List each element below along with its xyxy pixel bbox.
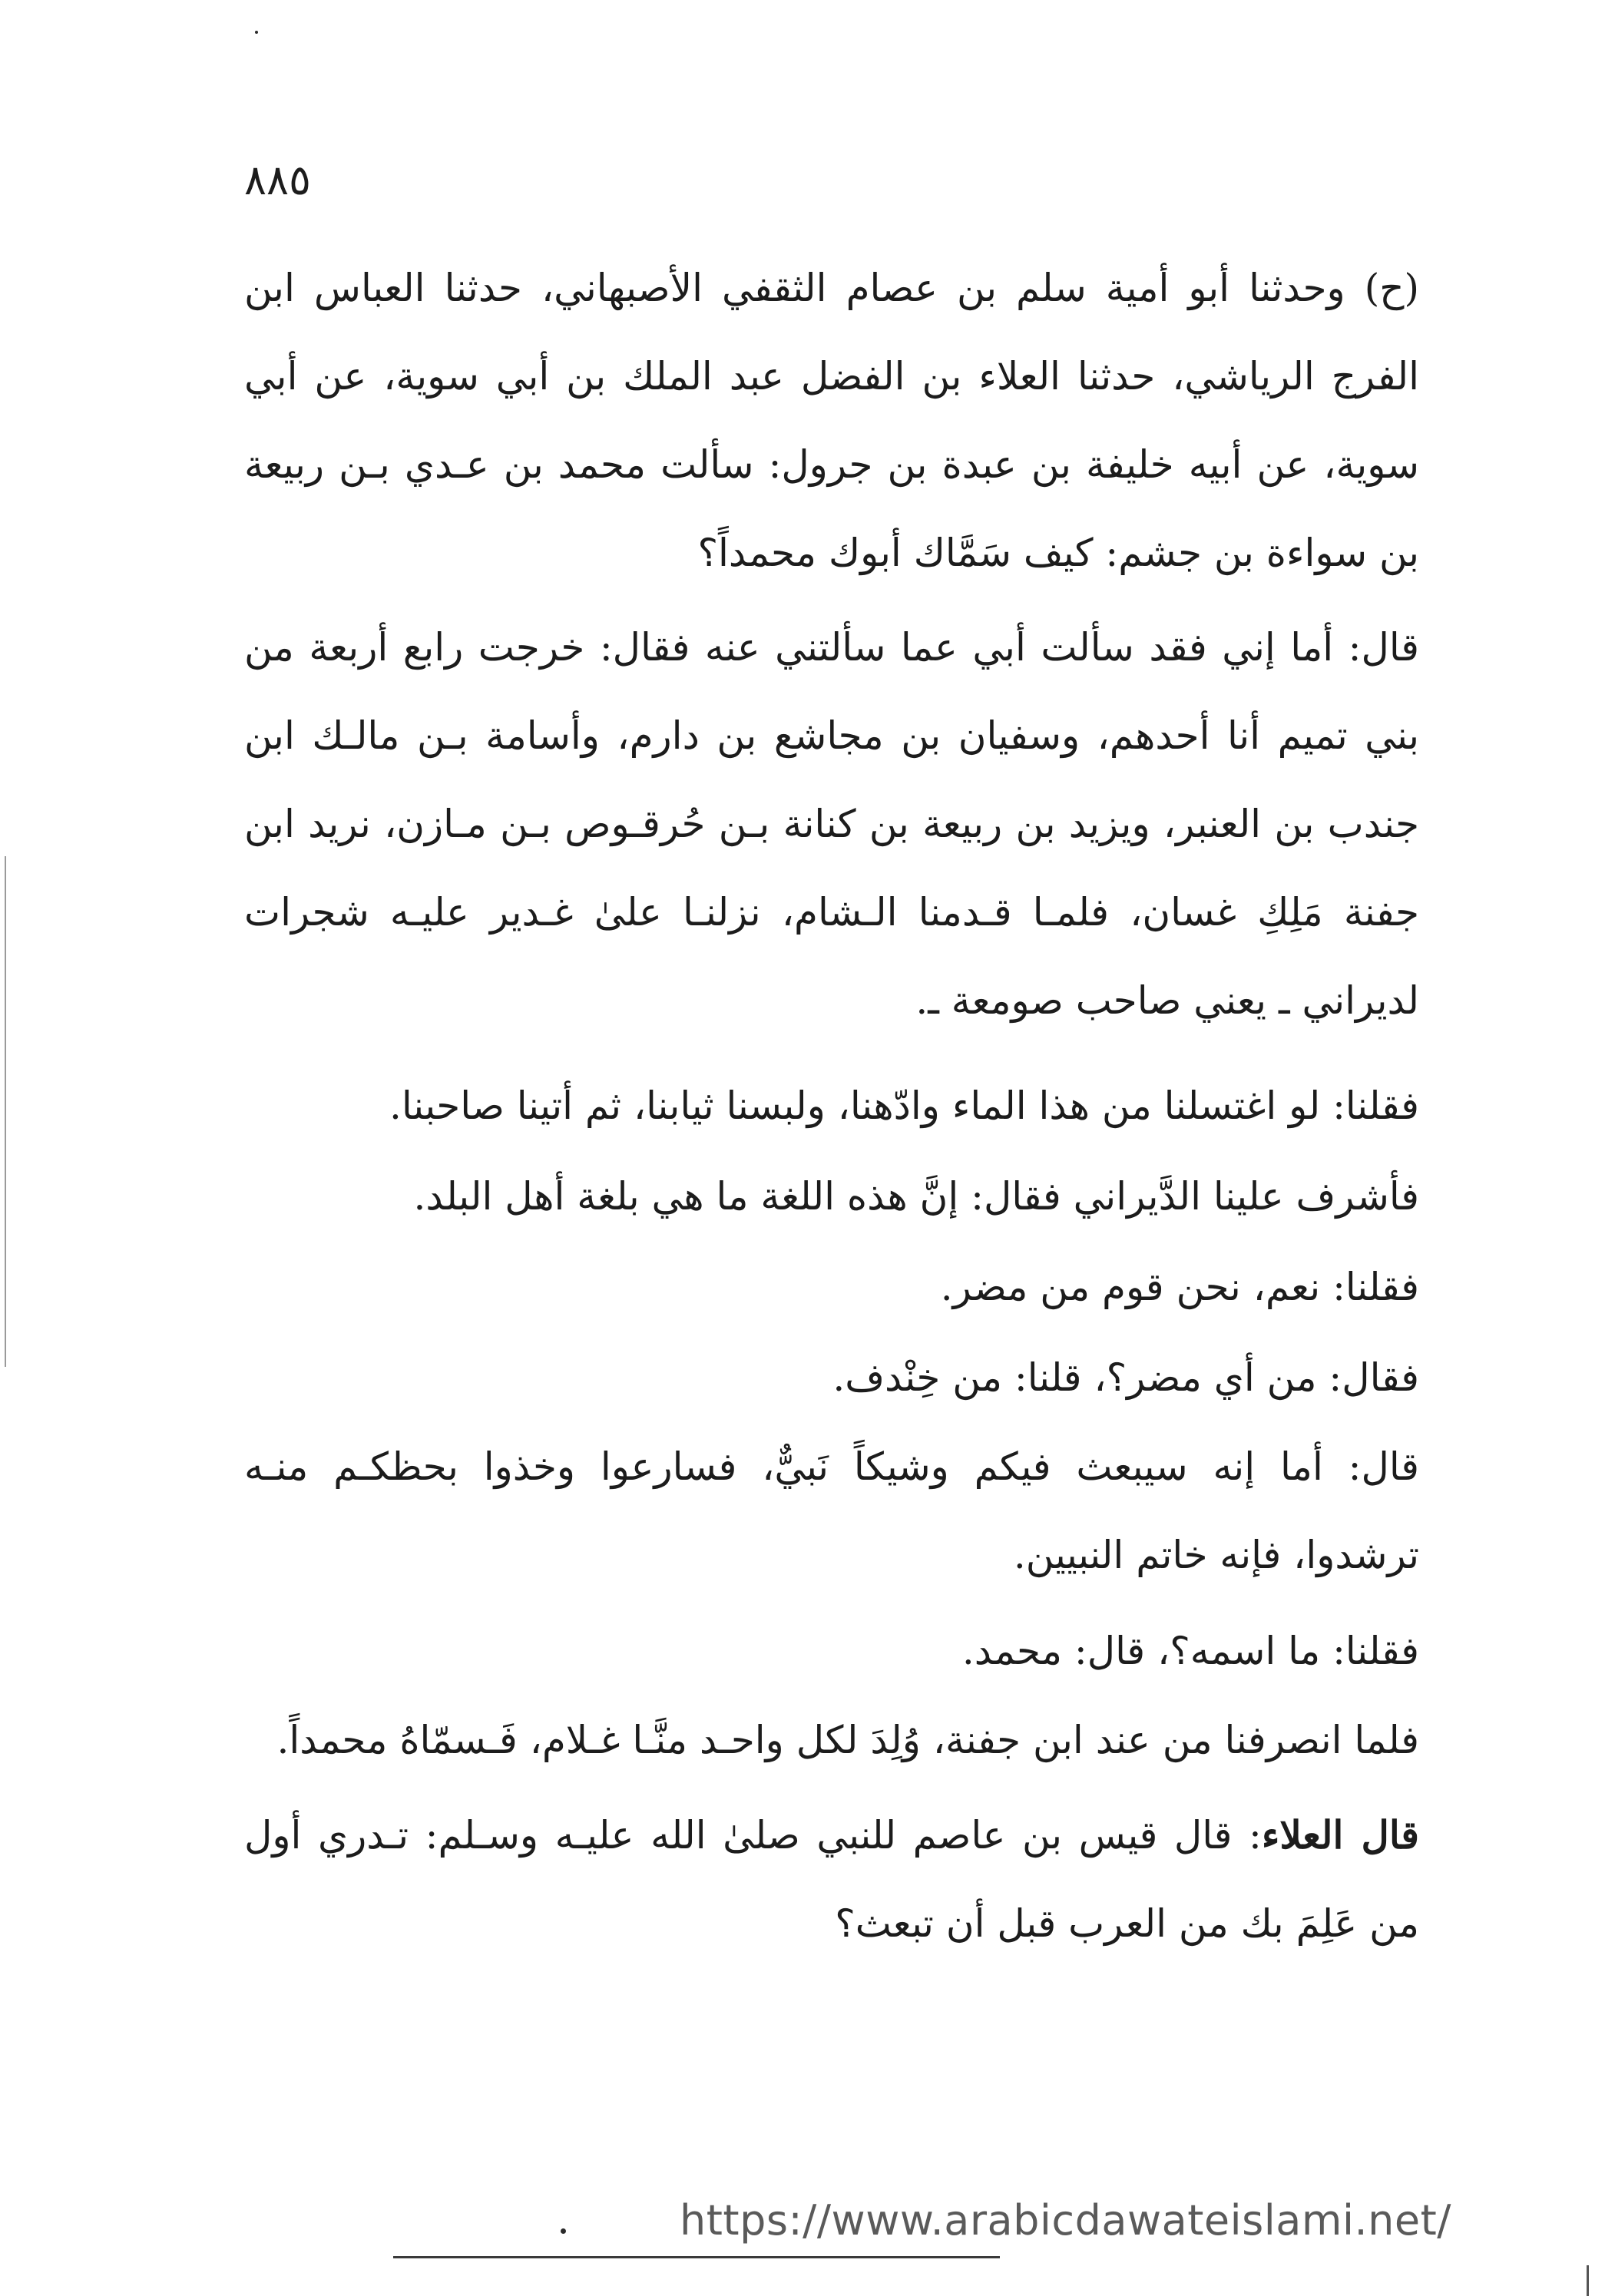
paragraph-prophecy: قال: أما إنه سيبعث فيكم وشيكاً نَبيٌّ، فسارعوا وخذوا بحظكـم منـه ترشدوا، فإنه خاتم النبيين. [244,1444,1419,1577]
paragraph-isnad: (ح) وحدثنا أبو أمية سلم بن عصام الثقفي الأصبهاني، حدثنا العباس ابن الفرج الرياشي، حدثنا العلاء بن الفضل عبد الملك بن أبي سوية، عن أبي سوية، عن أبيه خليفة بن عبدة بن جرول: سألت محمد بن عـدي بـن ربيعة بن سواءة بن جشم: كيف سَمَّاك أبوك محمداً؟ [244,266,1419,575]
paragraph-sons-named: فلما انصرفنا من عند ابن جفنة، وُلِدَ لكل واحـد منَّـا غـلام، فَـسمّاهُ محمداً. [276,1718,1419,1762]
paragraph-mudar: فقلنا: نعم، نحن قوم من مضر. [940,1265,1419,1309]
scan-speck [255,31,258,34]
scan-edge-mark [1587,2265,1589,2296]
paragraph-bathing: فقلنا: لو اغتسلنا من هذا الماء وادّهنا، ولبسنا ثيابنا، ثم أتينا صاحبنا. [389,1083,1419,1128]
paragraph-monk-remark: فأشرف علينا الدَّيراني فقال: إنَّ هذه اللغة ما هي بلغة أهل البلد. [413,1174,1419,1219]
paragraph-qays-text: : قال قيس بن عاصم للنبي صلىٰ الله عليـه وسـلم: تـدري أول من عَلِمَ بك من العرب قبل أن تبعث؟ [244,1813,1419,1946]
paragraph-qays [244,1791,1419,1968]
page-number: ٨٨٥ [244,156,312,204]
watermark-url: https://www.arabicdawateislami.net/ [680,2196,1451,2245]
paragraph-khindif: فقال: من أي مضر؟، قلنا: من خِنْدف. [832,1355,1419,1400]
paragraph-name: فقلنا: ما اسمه؟، قال: محمد. [961,1629,1419,1673]
document-body [244,244,1419,1968]
scan-edge-line [5,856,6,1367]
footnote-rule [393,2256,1000,2258]
footnote-dot [561,2228,566,2234]
speaker-label: قال العلاء [1261,1812,1419,1858]
paragraph-journey: قال: أما إني فقد سألت أبي عما سألتني عنه فقال: خرجت رابع أربعة من بني تميم أنا أحدهم، وسفيان بن مجاشع بن دارم، وأسامة بـن مالـك ابن جندب بن العنبر، ويزيد بن ربيعة بن كنانة بـن حُرقـوص بـن مـازن، نريد ابن جفنة مَلِكِ غسان، فلمـا قـدمنا الـشام، نزلنـا علىٰ غـدير عليـه شجرات لديراني ـ يعني صاحب صومعة ـ. [244,625,1419,1023]
